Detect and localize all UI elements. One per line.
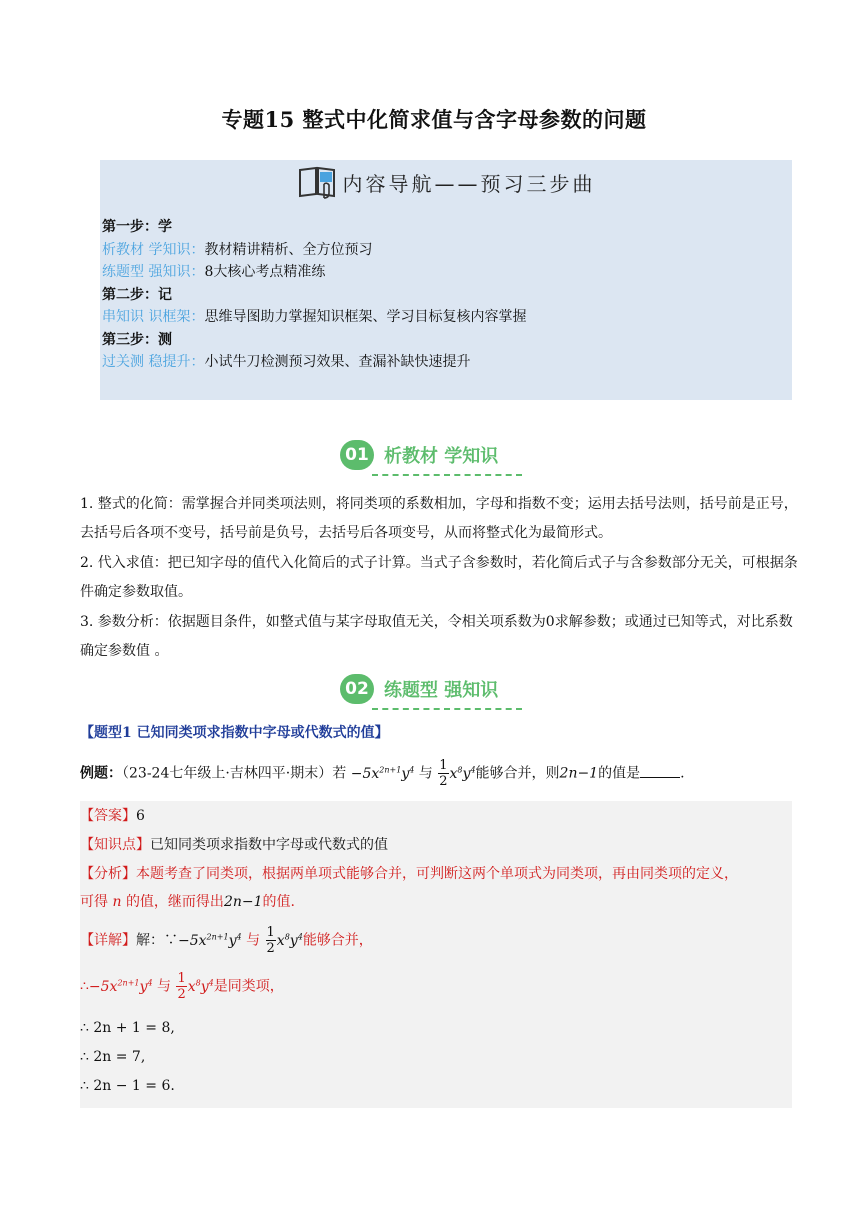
knowledge-point-line: 【知识点】已知同类项求指数中字母或代数式的值 [80,837,388,853]
nav-heading [100,164,792,207]
solution-box [80,801,792,1108]
section-badge-02 [336,670,536,710]
answer-blank [640,777,680,778]
nav-steps [102,216,526,374]
section-number: 02 [340,674,374,704]
nav-item-2: 练题型 强知识：8大核心考点精准练 [102,264,326,280]
monomial-1: $-5x^{2n+1}y^4$ [350,765,415,782]
section-label: 析教材 学知识 [384,446,499,467]
step-1: 第一步：学 [102,219,172,235]
step-2: 第二步：记 [102,286,172,303]
answer-line: 【答案】6 [80,808,145,824]
section-label: 练题型 强知识 [384,680,499,701]
step-3: 第三步：测 [102,331,172,348]
expression-2n-minus-1: 2n−1 [559,765,599,782]
section-divider [372,474,522,476]
point-2: 2. 代入求值：把已知字母的值代入化简后的式子计算。当式子含参数时，若化简后式子与含参数部分无关，可根据条件确定参数取值。 [80,555,798,600]
section-divider [372,708,522,710]
nav-heading-text: 内容导航——预习三步曲 [342,172,596,196]
question-type-title: 【题型1 已知同类项求指数中字母或代数式的值】 [80,725,389,741]
point-3: 3. 参数分析：依据题目条件，如整式值与某字母取值无关，令相关项系数为0求解参数；或通过已知等式，对比系数确定参数值 。 [80,614,793,659]
point-1: 1. 整式的化简：需掌握合并同类项法则，将同类项的系数相加，字母和指数不变；运用去括号法则，括号前是正号，去括号后各项不变号，括号前是负号，去括号后各项变号，从而将整式化为最简形式。 [80,496,798,541]
section-number: 01 [340,440,374,470]
nav-item-3: 串知识 识框架：思维导图助力掌握知识框架、学习目标复核内容掌握 [102,309,527,325]
detail-line: 【详解】解：$\because-5x^{2n+1}y^4$ 与 $\frac{1}{2}$ $x^8y^4$能够合并， [80,925,373,956]
analysis-line: 【分析】本题考查了同类项，根据两单项式能够合并，可判断这两个单项式为同类项，再由同类项的定义， [80,866,738,882]
example-problem: 例题：（23-24七年级上·吉林四平·期末）若 $-5x^{2n+1}y^4$ 与 $\frac{1}{2}$ $x^8y^4$能够合并，则2n−1的值是 . [80,758,685,790]
equation-3: ∴ 2n − 1 = 6. [80,1078,175,1094]
nav-item-4: 过关测 稳提升：小试牛刀检测预习效果、查漏补缺快速提升 [102,354,471,370]
equation-1: ∴ 2n + 1 = 8, [80,1020,175,1036]
fraction-half: $\frac{1}{2}$ [439,758,448,790]
nav-item-1: 析教材 学知识：教材精讲精析、全方位预习 [102,241,373,258]
section-badge-01 [336,436,536,476]
page-title: 专题15 整式中化简求值与含字母参数的问题 [221,107,647,132]
monomial-2: $x^8y^4$ [449,765,476,782]
book-icon [297,164,339,207]
detail-line-2: $\therefore-5x^{2n+1}y^4$ 与 $\frac{1}{2}$ $x^8y^4$是同类项， [80,971,284,1002]
analysis-line-2: 可得 n 的值，继而得出2n−1的值. [80,894,295,910]
equation-2: ∴ 2n = 7, [80,1049,146,1065]
content-navigation-box [100,160,792,400]
